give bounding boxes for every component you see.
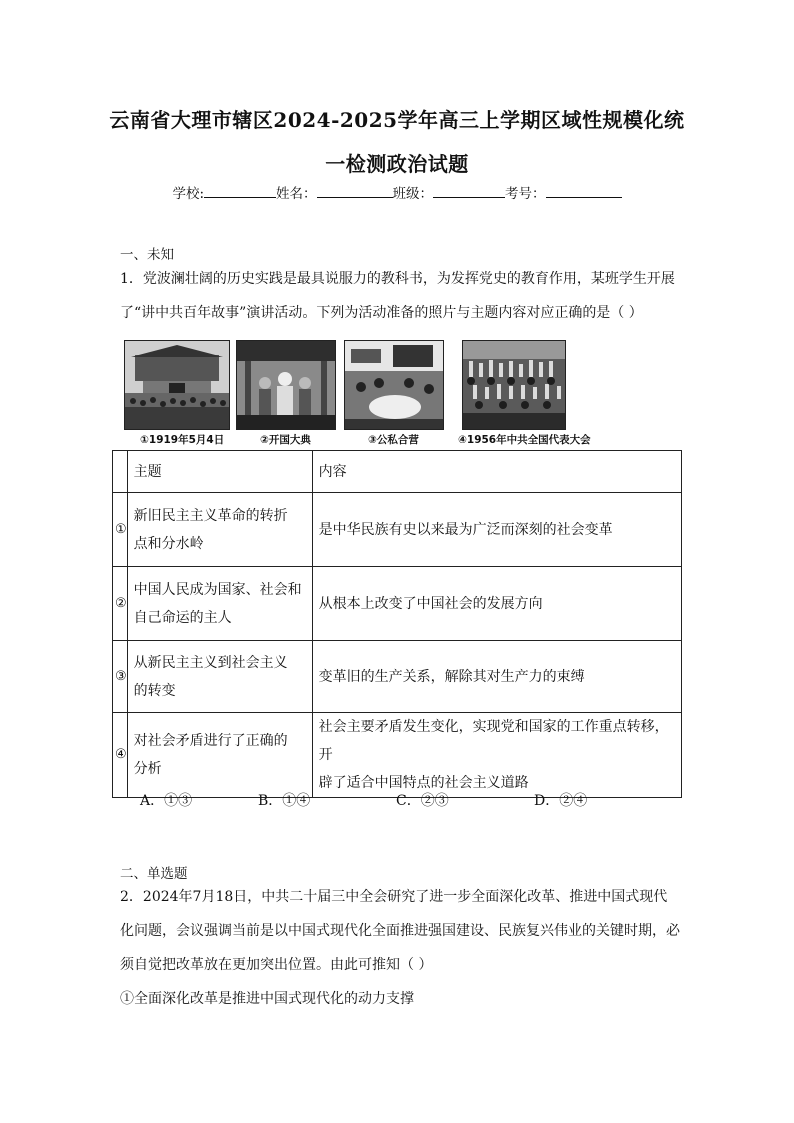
question-2-item1: ①全面深化改革是推进中国式现代化的动力支撑: [120, 991, 414, 1007]
table-header-content: 内容: [312, 451, 681, 493]
row-theme-line2: 的转变: [133, 682, 176, 699]
row-theme-line1: 新旧民主主义革命的转折: [133, 507, 288, 524]
row-theme-line1: 中国人民成为国家、社会和: [133, 581, 302, 598]
photo-3: [344, 340, 444, 430]
question-2-line2: 化问题，会议强调当前是以中国式现代化全面推进强国建设、民族复兴伟业的关键时期，必: [120, 923, 680, 939]
row-number: ④: [113, 713, 128, 798]
school-label: 学校:: [172, 186, 205, 202]
table-header-row: [113, 451, 682, 493]
question-2-line1: 2．2024年7月18日，中共二十届三中全会研究了进一步全面深化改革、推进中国式现代: [120, 889, 668, 905]
photo-strip: [120, 340, 680, 446]
photo-2-caption: ②开国大典: [260, 434, 311, 446]
question-1-line1: 1．党波澜壮阔的历史实践是最具说服力的教科书，为发挥党史的教育作用，某班学生开展: [120, 271, 675, 287]
photo-4: [462, 340, 566, 430]
photo-1: [124, 340, 230, 430]
row-number: ②: [113, 567, 128, 641]
public-private-partnership-image: [345, 341, 443, 429]
photo-4-caption: ④1956年中共全国代表大会: [458, 434, 591, 446]
student-info-row: [0, 182, 794, 202]
class-label: 班级：: [392, 186, 434, 202]
row-theme: [127, 567, 312, 641]
exam-title-line2: 一检测政治试题: [325, 152, 469, 176]
row-content-line1: 是中华民族有史以来最为广泛而深刻的社会变革: [318, 521, 613, 538]
photo-3-caption: ③公私合营: [368, 434, 419, 446]
question-1-line2: 了“讲中共百年故事”演讲活动。下列为活动准备的照片与主题内容对应正确的是（ ）: [120, 305, 643, 321]
option-c[interactable]: C．②③: [396, 793, 449, 809]
exam-number-label: 考号：: [505, 186, 546, 202]
question-1-stem: [120, 262, 680, 330]
row-theme-line1: 从新民主主义到社会主义: [133, 654, 288, 671]
row-number: ③: [113, 641, 128, 713]
question-2-line3: 须自觉把改革放在更加突出位置。由此可推知（ ）: [120, 957, 433, 973]
photo-1-caption: ①1919年5月4日: [140, 434, 225, 446]
question-2-stem: [120, 880, 680, 1016]
option-a[interactable]: A．①③: [140, 793, 193, 809]
option-d[interactable]: D．②④: [534, 793, 588, 809]
exam-title-line1: 云南省大理市辖区2024-2025学年高三上学期区域性规模化统: [109, 108, 685, 132]
row-content: [312, 493, 681, 567]
exam-number-blank: [546, 184, 622, 198]
row-theme-line1: 对社会矛盾进行了正确的: [133, 733, 288, 749]
table-row: [113, 493, 682, 567]
table-row: [113, 641, 682, 713]
option-b[interactable]: B．①④: [258, 793, 311, 809]
row-theme: [127, 713, 312, 798]
row-theme: [127, 493, 312, 567]
table-header-theme: 主题: [127, 451, 312, 493]
theme-content-table: [112, 450, 682, 798]
row-theme-line2: 自己命运的主人: [133, 609, 232, 626]
row-content-line2: 辟了适合中国特点的社会主义道路: [318, 775, 529, 791]
row-number: ①: [113, 493, 128, 567]
row-content-line1: 社会主要矛盾发生变化，实现党和国家的工作重点转移，开: [318, 719, 669, 763]
row-theme: [127, 641, 312, 713]
row-content: [312, 567, 681, 641]
row-content: [312, 641, 681, 713]
gate-crowd-image: [125, 341, 229, 429]
row-content-line1: 变革旧的生产关系，解除其对生产力的束缚: [318, 668, 585, 685]
table-row: [113, 567, 682, 641]
row-content-line1: 从根本上改变了中国社会的发展方向: [318, 595, 543, 612]
founding-ceremony-image: [237, 341, 335, 429]
name-label: 姓名：: [276, 186, 317, 202]
class-blank: [433, 184, 505, 198]
photo-2: [236, 340, 336, 430]
table-row: [113, 713, 682, 798]
name-blank: [317, 184, 393, 198]
row-theme-line2: 点和分水岭: [133, 535, 204, 552]
section-heading-1: 一、未知: [120, 247, 174, 263]
row-theme-line2: 分析: [133, 761, 162, 777]
party-congress-image: [463, 341, 565, 429]
section-heading-2: 二、单选题: [120, 866, 188, 882]
row-content: [312, 713, 681, 798]
school-blank: [204, 184, 276, 198]
table-header-number: [113, 451, 128, 493]
